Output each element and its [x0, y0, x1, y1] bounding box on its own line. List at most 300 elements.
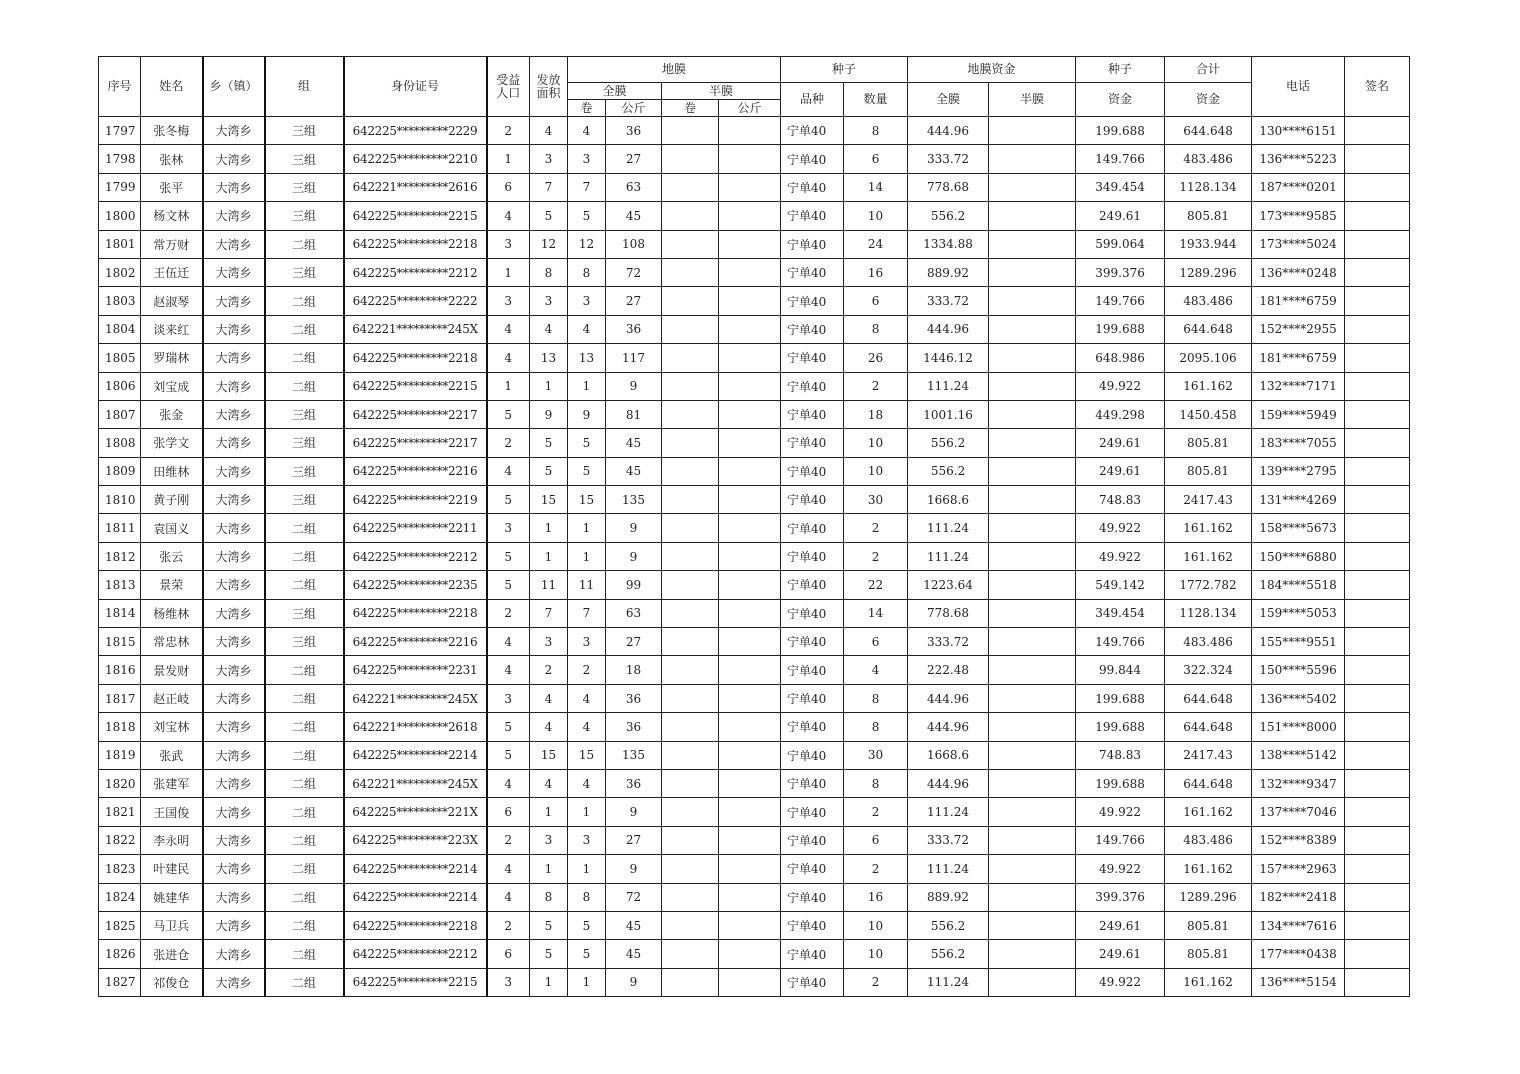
header-phone: 电话: [1252, 57, 1345, 117]
cell-total-funds: 161.162: [1165, 855, 1252, 883]
cell-full-kg: 45: [606, 911, 662, 939]
cell-total-funds: 161.162: [1165, 968, 1252, 996]
cell-name: 王伍迁: [141, 258, 203, 286]
cell-half-roll: [662, 486, 719, 514]
cell-total-funds: 644.648: [1165, 769, 1252, 797]
cell-area: 8: [530, 883, 568, 911]
cell-id-number: 642225*********2215: [344, 372, 487, 400]
header-area: 发放面积: [530, 57, 568, 117]
cell-township: 大湾乡: [203, 968, 265, 996]
cell-id-number: 642221*********245X: [344, 769, 487, 797]
cell-group: 二组: [265, 741, 344, 769]
cell-funds-full: 1334.88: [908, 230, 989, 258]
header-half-film: 半膜: [662, 83, 781, 100]
cell-name: 李永明: [141, 826, 203, 854]
cell-signature[interactable]: [1345, 855, 1410, 883]
cell-seed-funds: 149.766: [1076, 287, 1165, 315]
header-total-funds: 资金: [1165, 83, 1252, 117]
cell-seq: 1797: [99, 117, 141, 145]
cell-seed-funds: 149.766: [1076, 628, 1165, 656]
cell-full-roll: 1: [568, 855, 606, 883]
cell-signature[interactable]: [1345, 315, 1410, 343]
cell-beneficiaries: 4: [487, 315, 530, 343]
cell-funds-half: [989, 514, 1076, 542]
table-row: [99, 713, 1410, 741]
cell-total-funds: 1128.134: [1165, 599, 1252, 627]
cell-signature[interactable]: [1345, 911, 1410, 939]
cell-funds-half: [989, 940, 1076, 968]
cell-id-number: 642225*********2218: [344, 230, 487, 258]
cell-half-kg: [719, 713, 781, 741]
cell-beneficiaries: 5: [487, 486, 530, 514]
cell-township: 大湾乡: [203, 372, 265, 400]
cell-funds-full: 1001.16: [908, 400, 989, 428]
cell-funds-half: [989, 258, 1076, 286]
cell-full-kg: 108: [606, 230, 662, 258]
cell-funds-half: [989, 344, 1076, 372]
table-row: [99, 344, 1410, 372]
cell-seq: 1805: [99, 344, 141, 372]
cell-phone: 177****0438: [1252, 940, 1345, 968]
cell-quantity: 26: [844, 344, 908, 372]
cell-half-kg: [719, 287, 781, 315]
cell-variety: 宁单40: [781, 542, 844, 570]
cell-group: 三组: [265, 457, 344, 485]
cell-name: 谈来红: [141, 315, 203, 343]
cell-variety: 宁单40: [781, 684, 844, 712]
cell-seed-funds: 399.376: [1076, 883, 1165, 911]
cell-township: 大湾乡: [203, 287, 265, 315]
cell-variety: 宁单40: [781, 713, 844, 741]
cell-phone: 136****5154: [1252, 968, 1345, 996]
cell-seed-funds: 199.688: [1076, 315, 1165, 343]
cell-variety: 宁单40: [781, 344, 844, 372]
cell-half-kg: [719, 855, 781, 883]
cell-full-kg: 45: [606, 940, 662, 968]
cell-half-roll: [662, 429, 719, 457]
cell-total-funds: 161.162: [1165, 542, 1252, 570]
cell-seq: 1825: [99, 911, 141, 939]
table-row: [99, 486, 1410, 514]
cell-name: 张平: [141, 173, 203, 201]
cell-seed-funds: 99.844: [1076, 656, 1165, 684]
cell-name: 祁俊仓: [141, 968, 203, 996]
cell-id-number: 642221*********2618: [344, 713, 487, 741]
cell-phone: 131****4269: [1252, 486, 1345, 514]
cell-funds-full: 111.24: [908, 798, 989, 826]
cell-total-funds: 161.162: [1165, 798, 1252, 826]
cell-full-kg: 9: [606, 968, 662, 996]
cell-half-roll: [662, 173, 719, 201]
cell-phone: 181****6759: [1252, 287, 1345, 315]
cell-funds-full: 444.96: [908, 315, 989, 343]
cell-township: 大湾乡: [203, 542, 265, 570]
cell-funds-full: 556.2: [908, 457, 989, 485]
cell-full-kg: 45: [606, 202, 662, 230]
cell-seed-funds: 49.922: [1076, 542, 1165, 570]
cell-half-roll: [662, 940, 719, 968]
cell-variety: 宁单40: [781, 145, 844, 173]
cell-area: 1: [530, 514, 568, 542]
cell-seq: 1820: [99, 769, 141, 797]
cell-signature[interactable]: [1345, 713, 1410, 741]
cell-id-number: 642225*********2214: [344, 883, 487, 911]
cell-seed-funds: 599.064: [1076, 230, 1165, 258]
cell-half-roll: [662, 230, 719, 258]
cell-half-roll: [662, 287, 719, 315]
cell-signature[interactable]: [1345, 826, 1410, 854]
cell-variety: 宁单40: [781, 230, 844, 258]
cell-full-roll: 12: [568, 230, 606, 258]
cell-variety: 宁单40: [781, 202, 844, 230]
cell-quantity: 8: [844, 713, 908, 741]
cell-total-funds: 2417.43: [1165, 486, 1252, 514]
cell-funds-half: [989, 684, 1076, 712]
cell-name: 姚建华: [141, 883, 203, 911]
cell-id-number: 642225*********2222: [344, 287, 487, 315]
cell-area: 3: [530, 628, 568, 656]
cell-funds-full: 444.96: [908, 117, 989, 145]
cell-total-funds: 1450.458: [1165, 400, 1252, 428]
cell-funds-half: [989, 457, 1076, 485]
cell-funds-full: 556.2: [908, 911, 989, 939]
cell-township: 大湾乡: [203, 769, 265, 797]
cell-full-roll: 4: [568, 769, 606, 797]
cell-area: 3: [530, 287, 568, 315]
cell-funds-half: [989, 202, 1076, 230]
cell-beneficiaries: 4: [487, 769, 530, 797]
cell-phone: 159****5949: [1252, 400, 1345, 428]
cell-area: 7: [530, 173, 568, 201]
cell-signature[interactable]: [1345, 117, 1410, 145]
cell-signature[interactable]: [1345, 684, 1410, 712]
cell-phone: 136****5402: [1252, 684, 1345, 712]
cell-signature[interactable]: [1345, 883, 1410, 911]
cell-quantity: 8: [844, 117, 908, 145]
cell-half-roll: [662, 457, 719, 485]
table-row: [99, 457, 1410, 485]
cell-half-kg: [719, 173, 781, 201]
cell-quantity: 14: [844, 173, 908, 201]
cell-phone: 150****5596: [1252, 656, 1345, 684]
cell-full-roll: 8: [568, 258, 606, 286]
cell-seq: 1817: [99, 684, 141, 712]
cell-full-roll: 1: [568, 968, 606, 996]
cell-funds-full: 444.96: [908, 713, 989, 741]
cell-signature[interactable]: [1345, 656, 1410, 684]
cell-quantity: 16: [844, 258, 908, 286]
cell-beneficiaries: 5: [487, 741, 530, 769]
cell-seed-funds: 349.454: [1076, 173, 1165, 201]
cell-half-roll: [662, 344, 719, 372]
cell-phone: 173****9585: [1252, 202, 1345, 230]
cell-signature[interactable]: [1345, 202, 1410, 230]
cell-full-roll: 7: [568, 599, 606, 627]
cell-seed-funds: 748.83: [1076, 741, 1165, 769]
cell-variety: 宁单40: [781, 287, 844, 315]
cell-group: 二组: [265, 344, 344, 372]
cell-phone: 132****9347: [1252, 769, 1345, 797]
cell-full-roll: 9: [568, 400, 606, 428]
cell-funds-full: 1668.6: [908, 486, 989, 514]
cell-quantity: 10: [844, 429, 908, 457]
cell-name: 张金: [141, 400, 203, 428]
cell-seq: 1826: [99, 940, 141, 968]
cell-half-kg: [719, 145, 781, 173]
cell-id-number: 642225*********2215: [344, 202, 487, 230]
cell-half-roll: [662, 202, 719, 230]
cell-township: 大湾乡: [203, 599, 265, 627]
header-full-film: 全膜: [568, 83, 662, 100]
cell-signature[interactable]: [1345, 514, 1410, 542]
cell-group: 二组: [265, 713, 344, 741]
cell-phone: 159****5053: [1252, 599, 1345, 627]
cell-full-roll: 5: [568, 940, 606, 968]
cell-seed-funds: 399.376: [1076, 258, 1165, 286]
cell-seed-funds: 49.922: [1076, 855, 1165, 883]
cell-full-kg: 27: [606, 145, 662, 173]
header-full-kg: 公斤: [606, 100, 662, 117]
cell-township: 大湾乡: [203, 713, 265, 741]
cell-name: 张林: [141, 145, 203, 173]
cell-half-kg: [719, 684, 781, 712]
cell-funds-full: 1446.12: [908, 344, 989, 372]
cell-funds-half: [989, 883, 1076, 911]
cell-variety: 宁单40: [781, 798, 844, 826]
cell-funds-half: [989, 145, 1076, 173]
cell-variety: 宁单40: [781, 656, 844, 684]
table-row: [99, 230, 1410, 258]
cell-full-kg: 27: [606, 826, 662, 854]
cell-seed-funds: 199.688: [1076, 769, 1165, 797]
cell-full-kg: 36: [606, 769, 662, 797]
cell-half-roll: [662, 258, 719, 286]
cell-seq: 1808: [99, 429, 141, 457]
cell-seq: 1824: [99, 883, 141, 911]
cell-half-kg: [719, 542, 781, 570]
cell-seed-funds: 49.922: [1076, 372, 1165, 400]
cell-phone: 134****7616: [1252, 911, 1345, 939]
cell-id-number: 642225*********2212: [344, 258, 487, 286]
cell-township: 大湾乡: [203, 486, 265, 514]
cell-full-kg: 36: [606, 713, 662, 741]
cell-group: 二组: [265, 656, 344, 684]
cell-seed-funds: 149.766: [1076, 145, 1165, 173]
cell-signature[interactable]: [1345, 258, 1410, 286]
cell-signature[interactable]: [1345, 145, 1410, 173]
cell-variety: 宁单40: [781, 400, 844, 428]
cell-variety: 宁单40: [781, 940, 844, 968]
cell-beneficiaries: 6: [487, 940, 530, 968]
cell-full-kg: 63: [606, 599, 662, 627]
cell-seq: 1827: [99, 968, 141, 996]
cell-township: 大湾乡: [203, 173, 265, 201]
cell-variety: 宁单40: [781, 372, 844, 400]
cell-area: 1: [530, 855, 568, 883]
cell-beneficiaries: 5: [487, 400, 530, 428]
cell-signature[interactable]: [1345, 429, 1410, 457]
cell-variety: 宁单40: [781, 571, 844, 599]
cell-signature[interactable]: [1345, 968, 1410, 996]
cell-township: 大湾乡: [203, 400, 265, 428]
cell-signature[interactable]: [1345, 372, 1410, 400]
cell-funds-half: [989, 798, 1076, 826]
cell-full-kg: 27: [606, 628, 662, 656]
cell-area: 1: [530, 372, 568, 400]
cell-id-number: 642221*********245X: [344, 315, 487, 343]
cell-signature[interactable]: [1345, 173, 1410, 201]
cell-name: 袁国义: [141, 514, 203, 542]
table-row: [99, 514, 1410, 542]
cell-area: 15: [530, 741, 568, 769]
cell-beneficiaries: 2: [487, 826, 530, 854]
cell-funds-half: [989, 628, 1076, 656]
cell-funds-half: [989, 315, 1076, 343]
table-row: [99, 173, 1410, 201]
cell-id-number: 642225*********2214: [344, 741, 487, 769]
cell-id-number: 642225*********223X: [344, 826, 487, 854]
cell-township: 大湾乡: [203, 826, 265, 854]
cell-seq: 1802: [99, 258, 141, 286]
cell-seed-funds: 249.61: [1076, 457, 1165, 485]
cell-variety: 宁单40: [781, 855, 844, 883]
cell-group: 二组: [265, 372, 344, 400]
cell-signature[interactable]: [1345, 741, 1410, 769]
cell-phone: 183****7055: [1252, 429, 1345, 457]
cell-group: 二组: [265, 798, 344, 826]
cell-quantity: 10: [844, 202, 908, 230]
cell-group: 三组: [265, 202, 344, 230]
cell-quantity: 22: [844, 571, 908, 599]
cell-phone: 173****5024: [1252, 230, 1345, 258]
cell-phone: 182****2418: [1252, 883, 1345, 911]
cell-seq: 1807: [99, 400, 141, 428]
cell-full-kg: 99: [606, 571, 662, 599]
cell-name: 常忠林: [141, 628, 203, 656]
cell-quantity: 24: [844, 230, 908, 258]
cell-half-roll: [662, 514, 719, 542]
cell-group: 二组: [265, 571, 344, 599]
cell-variety: 宁单40: [781, 769, 844, 797]
cell-group: 二组: [265, 514, 344, 542]
cell-variety: 宁单40: [781, 315, 844, 343]
cell-variety: 宁单40: [781, 911, 844, 939]
cell-half-kg: [719, 400, 781, 428]
cell-total-funds: 644.648: [1165, 117, 1252, 145]
cell-signature[interactable]: [1345, 542, 1410, 570]
cell-half-roll: [662, 741, 719, 769]
cell-seq: 1798: [99, 145, 141, 173]
cell-funds-full: 111.24: [908, 514, 989, 542]
cell-funds-half: [989, 287, 1076, 315]
cell-total-funds: 1128.134: [1165, 173, 1252, 201]
cell-quantity: 30: [844, 486, 908, 514]
cell-funds-full: 111.24: [908, 855, 989, 883]
cell-signature[interactable]: [1345, 287, 1410, 315]
cell-half-kg: [719, 826, 781, 854]
header-signature: 签名: [1345, 57, 1410, 117]
cell-full-roll: 4: [568, 684, 606, 712]
cell-signature[interactable]: [1345, 344, 1410, 372]
cell-total-funds: 2417.43: [1165, 741, 1252, 769]
cell-seed-funds: 249.61: [1076, 202, 1165, 230]
cell-signature[interactable]: [1345, 769, 1410, 797]
cell-half-roll: [662, 826, 719, 854]
cell-funds-half: [989, 968, 1076, 996]
cell-signature[interactable]: [1345, 486, 1410, 514]
cell-group: 二组: [265, 684, 344, 712]
cell-total-funds: 483.486: [1165, 826, 1252, 854]
cell-name: 刘宝成: [141, 372, 203, 400]
cell-funds-full: 1223.64: [908, 571, 989, 599]
header-id-number: 身份证号: [344, 57, 487, 117]
cell-signature[interactable]: [1345, 400, 1410, 428]
table-row: [99, 400, 1410, 428]
cell-signature[interactable]: [1345, 599, 1410, 627]
cell-signature[interactable]: [1345, 798, 1410, 826]
cell-township: 大湾乡: [203, 457, 265, 485]
cell-beneficiaries: 2: [487, 429, 530, 457]
cell-funds-half: [989, 542, 1076, 570]
cell-township: 大湾乡: [203, 628, 265, 656]
cell-name: 景发财: [141, 656, 203, 684]
cell-signature[interactable]: [1345, 230, 1410, 258]
header-film: 地膜: [568, 57, 781, 83]
cell-full-roll: 1: [568, 372, 606, 400]
cell-group: 二组: [265, 315, 344, 343]
cell-phone: 187****0201: [1252, 173, 1345, 201]
cell-half-roll: [662, 968, 719, 996]
table-row: [99, 741, 1410, 769]
cell-seq: 1821: [99, 798, 141, 826]
cell-total-funds: 644.648: [1165, 315, 1252, 343]
cell-total-funds: 161.162: [1165, 372, 1252, 400]
cell-half-kg: [719, 599, 781, 627]
cell-area: 4: [530, 315, 568, 343]
cell-group: 三组: [265, 628, 344, 656]
cell-phone: 152****8389: [1252, 826, 1345, 854]
cell-quantity: 4: [844, 656, 908, 684]
cell-variety: 宁单40: [781, 599, 844, 627]
cell-funds-full: 333.72: [908, 145, 989, 173]
cell-seed-funds: 249.61: [1076, 429, 1165, 457]
cell-area: 2: [530, 656, 568, 684]
cell-seed-funds: 249.61: [1076, 940, 1165, 968]
cell-area: 9: [530, 400, 568, 428]
cell-funds-full: 111.24: [908, 968, 989, 996]
table-row: [99, 656, 1410, 684]
cell-signature[interactable]: [1345, 628, 1410, 656]
cell-full-kg: 81: [606, 400, 662, 428]
cell-area: 5: [530, 911, 568, 939]
cell-full-roll: 5: [568, 429, 606, 457]
cell-signature[interactable]: [1345, 457, 1410, 485]
cell-signature[interactable]: [1345, 571, 1410, 599]
cell-signature[interactable]: [1345, 940, 1410, 968]
header-seed-funds: 资金: [1076, 83, 1165, 117]
cell-full-roll: 1: [568, 798, 606, 826]
cell-half-kg: [719, 372, 781, 400]
cell-name: 马卫兵: [141, 911, 203, 939]
cell-variety: 宁单40: [781, 514, 844, 542]
cell-phone: 181****6759: [1252, 344, 1345, 372]
cell-id-number: 642225*********2229: [344, 117, 487, 145]
table-row: [99, 826, 1410, 854]
cell-quantity: 18: [844, 400, 908, 428]
cell-seed-funds: 249.61: [1076, 911, 1165, 939]
cell-full-roll: 1: [568, 514, 606, 542]
cell-full-roll: 5: [568, 457, 606, 485]
